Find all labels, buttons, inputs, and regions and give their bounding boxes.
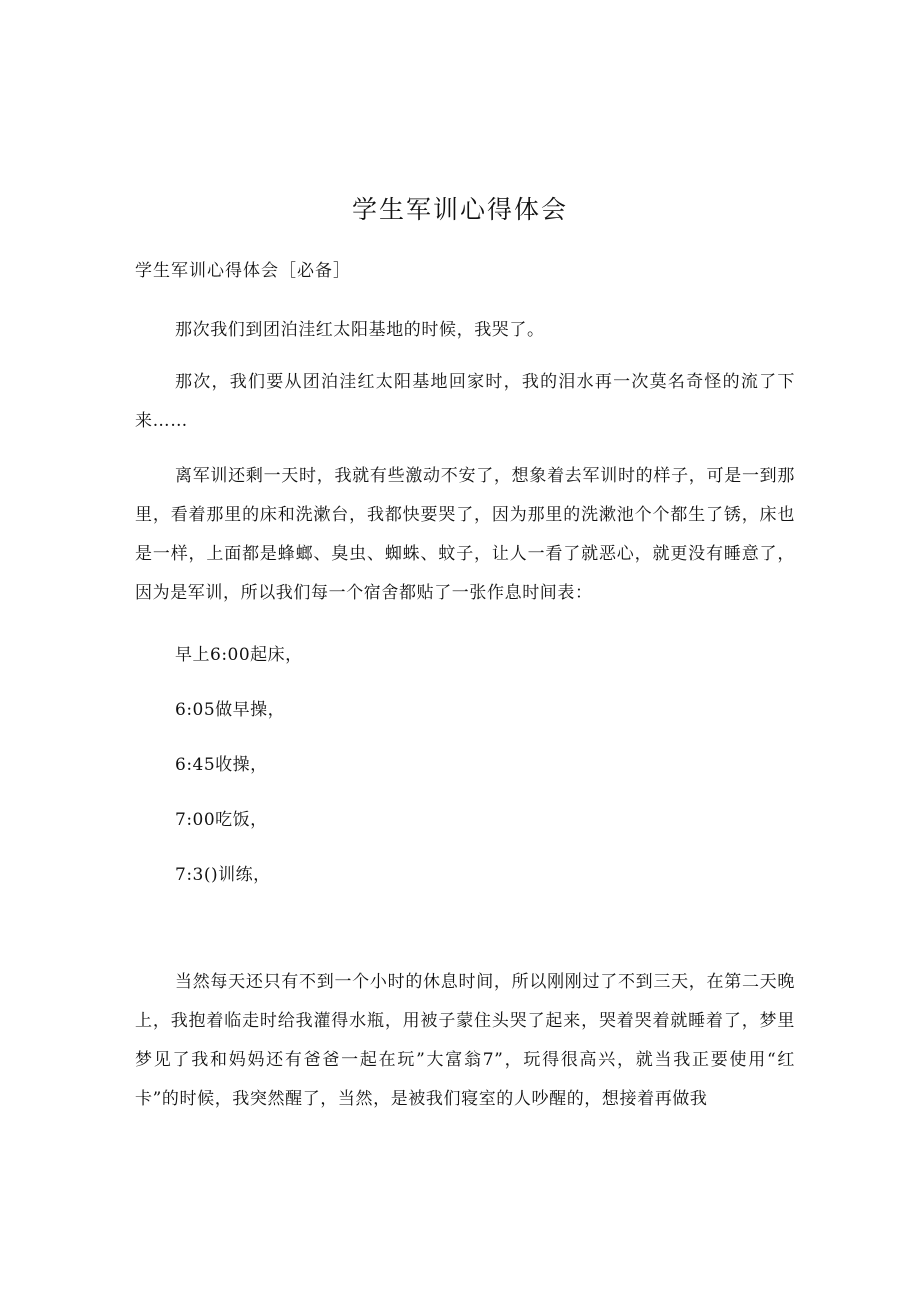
- document-title: 学生军训心得体会: [351, 195, 568, 224]
- schedule-item: 6:05做早操，: [175, 700, 286, 720]
- schedule-item: 6:45收操，: [175, 755, 268, 775]
- document-subtitle: 学生军训心得体会［必备］: [135, 261, 351, 281]
- schedule-item: 7:3()训练，: [175, 865, 271, 885]
- paragraph-2: 那次，我们要从团泊洼红太阳基地回家时，我的泪水再一次莫名奇怪的流了下来……: [135, 372, 795, 431]
- paragraph-3: 离军训还剩一天时，我就有些激动不安了，想象着去军训时的样子，可是一到那里，看着那里的床和洗漱台，我都快要哭了，因为那里的洗漱池个个都生了锈，床也是一样，上面都是蜂螂、臭虫、蜘蛛、蚊子，让人一看了就恶心，就更没有睡意了，因为是军训，所以我们每一个宿舍都贴了一张作息时间表：: [135, 466, 795, 603]
- schedule-item: 7:00吃饭，: [175, 810, 268, 830]
- closing-paragraph: 当然每天还只有不到一个小时的休息时间，所以刚刚过了不到三天，在第二天晚上，我抱着临走时给我灌得水瓶，用被子蒙住头哭了起来，哭着哭着就睡着了，梦里梦见了我和妈妈还有爸爸一起在玩”大富翁7”，玩得很高兴，就当我正要使用“红卡”的时候，我突然醒了，当然，是被我们寝室的人吵醒的，想接着再做我: [135, 972, 795, 1109]
- schedule-item: 早上6:00起床，: [175, 645, 303, 665]
- paragraph-1: 那次我们到团泊洼红太阳基地的时候，我哭了。: [175, 320, 545, 340]
